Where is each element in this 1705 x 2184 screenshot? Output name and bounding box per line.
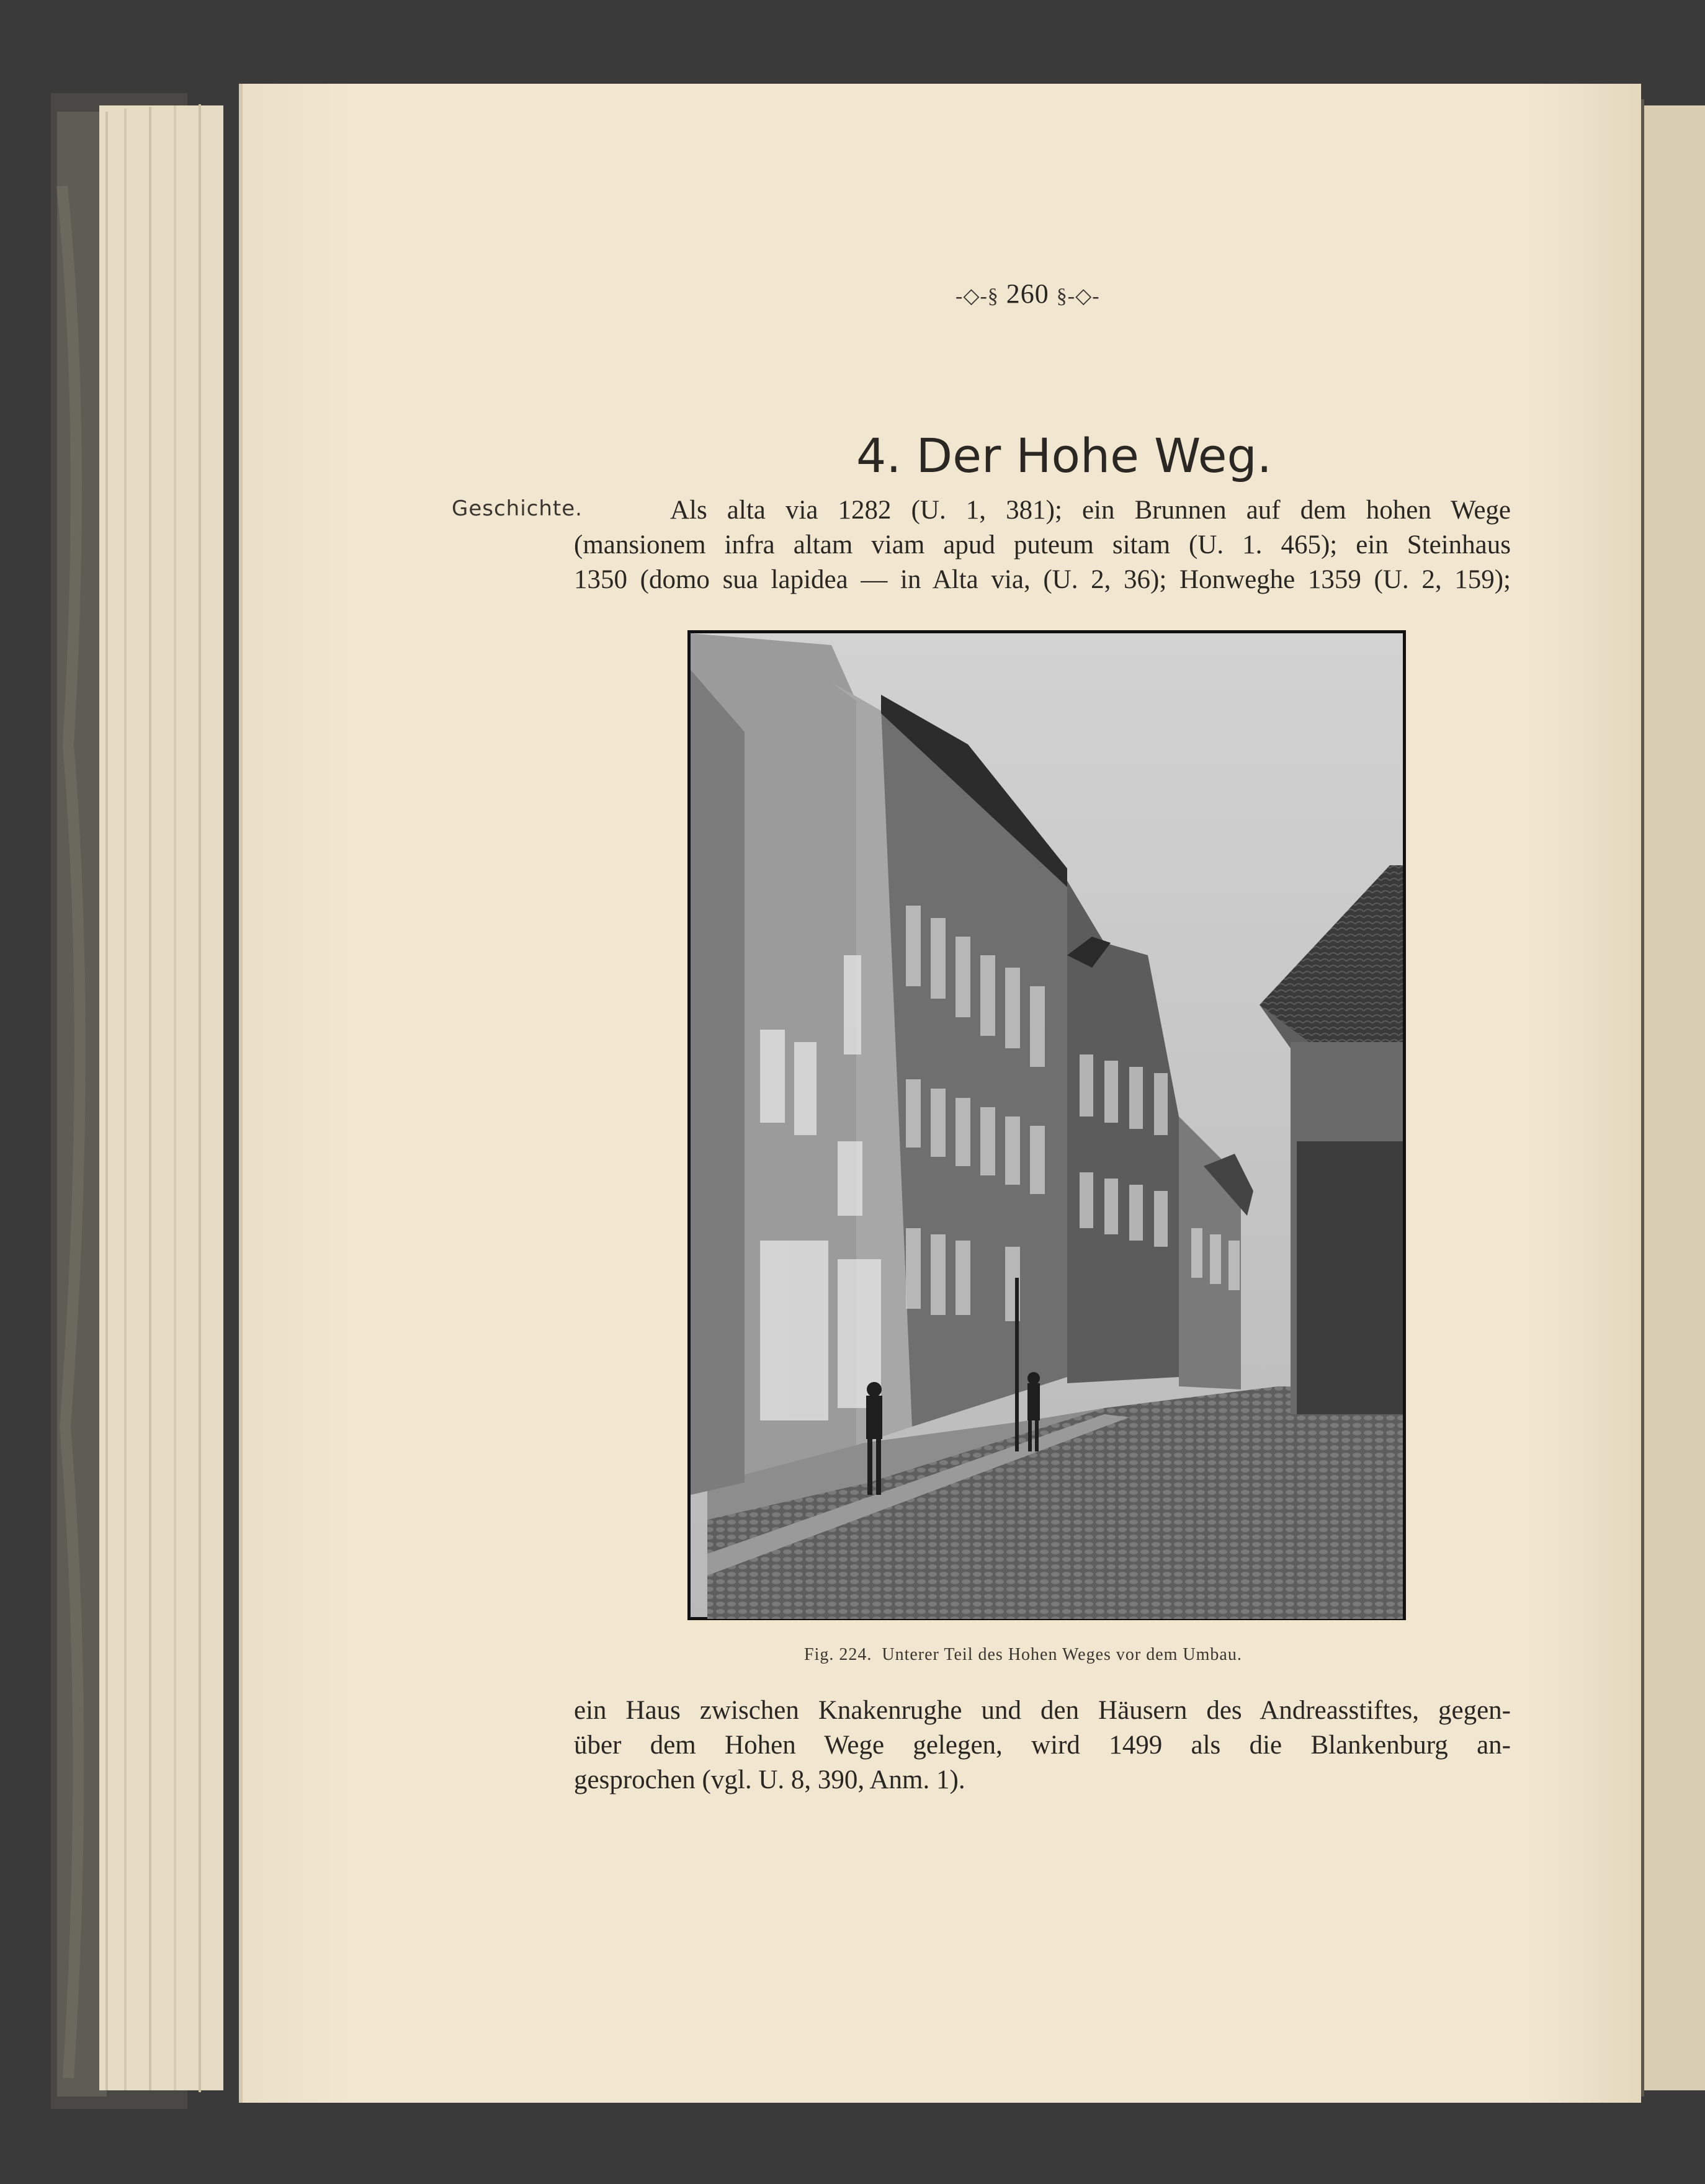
text-line: ein Haus zwischen Knakenrughe und den Häusern des Andreasstiftes, gegen- bbox=[574, 1696, 1511, 1725]
ornament-left-icon: -◇-§ bbox=[955, 285, 999, 308]
page-stack-edges bbox=[99, 104, 223, 2092]
section-heading: 4. Der Hohe Weg. bbox=[856, 428, 1272, 483]
figure-label: Fig. 224. bbox=[804, 1645, 872, 1664]
text-line: Als alta via 1282 (U. 1, 381); ein Brunnen auf dem hohen Wege bbox=[670, 496, 1511, 525]
ornament-right-icon: §-◇- bbox=[1056, 285, 1100, 308]
paragraph-continuation bbox=[574, 1693, 1511, 1798]
figure-caption bbox=[804, 1645, 1242, 1665]
text-line: über dem Hohen Wege gelegen, wird 1499 als die Blankenburg an- bbox=[574, 1731, 1511, 1760]
margin-note: Geschichte. bbox=[452, 496, 583, 521]
page-number: 260 bbox=[1006, 279, 1049, 309]
page-number-line bbox=[955, 278, 1100, 310]
figure-caption-text: Unterer Teil des Hohen Weges vor dem Umbau. bbox=[882, 1645, 1242, 1664]
text-line: gesprochen (vgl. U. 8, 390, Anm. 1). bbox=[574, 1765, 965, 1794]
text-line: (mansionem infra altam viam apud puteum sitam (U. 1. 465); ein Steinhaus bbox=[574, 530, 1511, 559]
figure-photograph bbox=[687, 630, 1406, 1620]
paragraph-history bbox=[574, 493, 1511, 597]
text-line: 1350 (domo sua lapidea — in Alta via, (U. 2, 36); Honweghe 1359 (U. 2, 159); bbox=[574, 565, 1511, 594]
right-page-edge bbox=[1638, 105, 1705, 2090]
